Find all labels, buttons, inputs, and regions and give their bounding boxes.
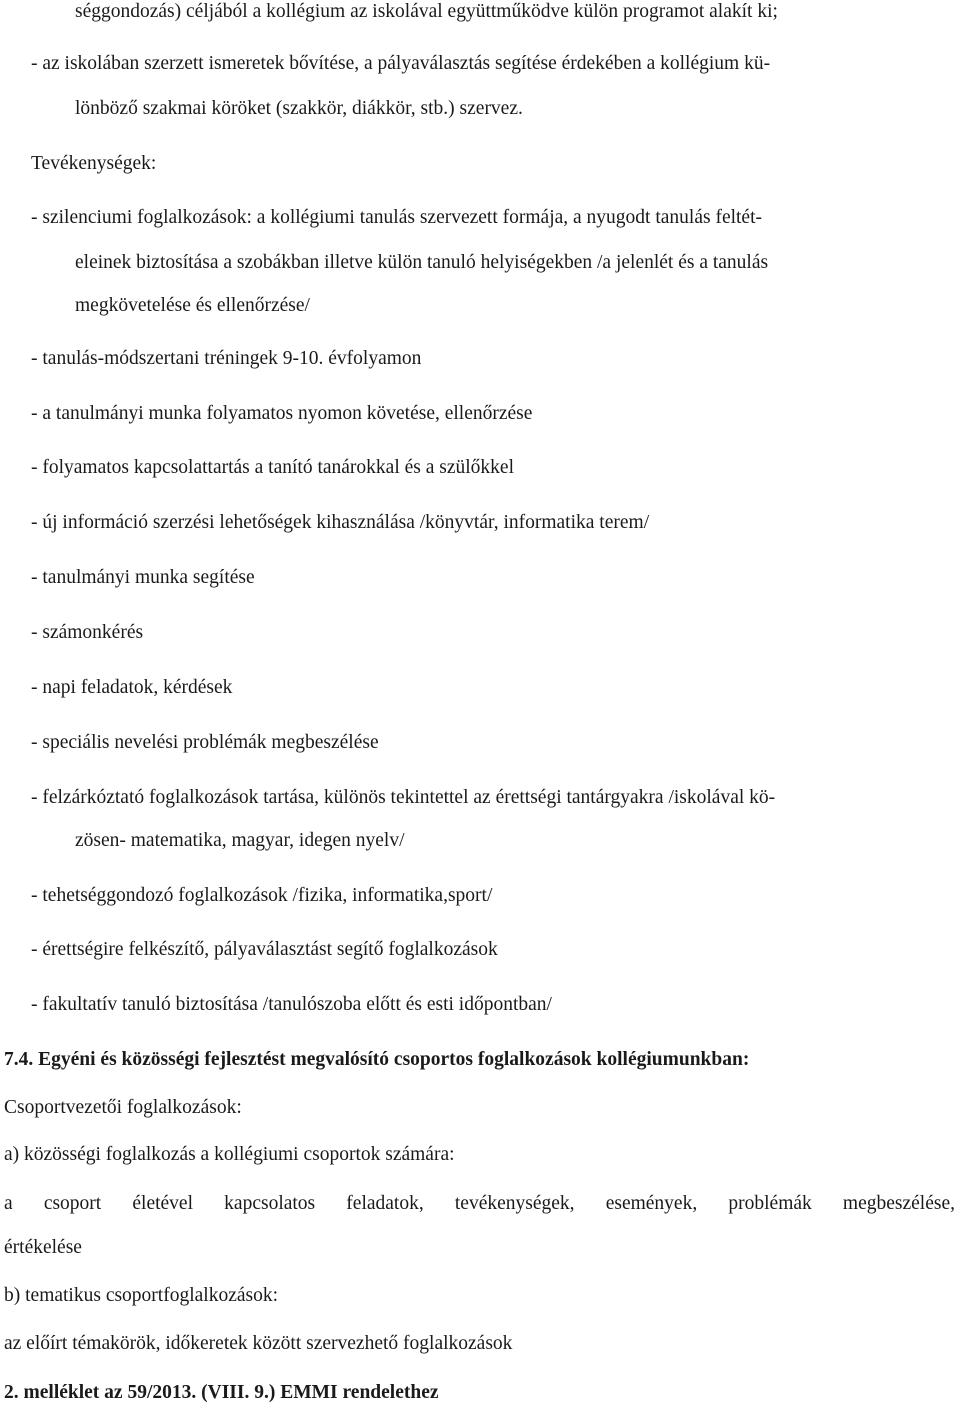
list-item: - az iskolában szerzett ismeretek bővítése, a pályaválasztás segítése érdekében a kollégium kü-	[31, 53, 771, 74]
section-label: Tevékenységek:	[31, 153, 157, 174]
annex-heading: 2. melléklet az 59/2013. (VIII. 9.) EMMI rendelethez	[4, 1382, 439, 1403]
list-item: - fakultatív tanuló biztosítása /tanulószoba előtt és esti időpontban/	[31, 994, 552, 1015]
text-line: a csoport életével kapcsolatos feladatok, tevékenységek, események, problémák megbeszélése,	[4, 1193, 955, 1214]
subsection-label: a) közösségi foglalkozás a kollégiumi csoportok számára:	[4, 1144, 455, 1165]
text-line: értékelése	[4, 1237, 82, 1258]
list-item: - folyamatos kapcsolattartás a tanító tanárokkal és a szülőkkel	[31, 457, 514, 478]
list-item: - számonkérés	[31, 622, 144, 643]
list-item: - szilenciumi foglalkozások: a kollégiumi tanulás szervezett formája, a nyugodt tanulás feltét-	[31, 207, 763, 228]
list-item: - érettségire felkészítő, pályaválasztást segítő foglalkozások	[31, 939, 498, 960]
subsection-label: b) tematikus csoportfoglalkozások:	[4, 1285, 279, 1306]
text-line: zösen- matematika, magyar, idegen nyelv/	[75, 830, 405, 851]
list-item: - napi feladatok, kérdések	[31, 677, 233, 698]
list-item: - új információ szerzési lehetőségek kihasználása /könyvtár, informatika terem/	[31, 512, 650, 533]
text-line: lönböző szakmai köröket (szakkör, diákkör, stb.) szervez.	[75, 98, 523, 119]
list-item: - tanulás-módszertani tréningek 9-10. évfolyamon	[31, 348, 422, 369]
text-line: megkövetelése és ellenőrzése/	[75, 295, 310, 316]
list-item: - a tanulmányi munka folyamatos nyomon követése, ellenőrzése	[31, 403, 533, 424]
list-item: - tehetséggondozó foglalkozások /fizika, informatika,sport/	[31, 885, 493, 906]
list-item: - speciális nevelési problémák megbeszélése	[31, 732, 379, 753]
list-item: - felzárkóztató foglalkozások tartása, különös tekintettel az érettségi tantárgyakra /iskolával kö-	[31, 787, 776, 808]
text-line: az előírt témakörök, időkeretek között szervezhető foglalkozások	[4, 1333, 513, 1354]
list-item: - tanulmányi munka segítése	[31, 567, 255, 588]
subsection-label: Csoportvezetői foglalkozások:	[4, 1097, 242, 1118]
section-heading: 7.4. Egyéni és közösségi fejlesztést megvalósító csoportos foglalkozások kollégiumunkban:	[4, 1049, 750, 1070]
text-line: eleinek biztosítása a szobákban illetve külön tanuló helyiségekben /a jelenlét és a tanulás	[75, 252, 769, 273]
text-line: séggondozás) céljából a kollégium az iskolával együttműködve külön programot alakít ki;	[75, 1, 778, 22]
